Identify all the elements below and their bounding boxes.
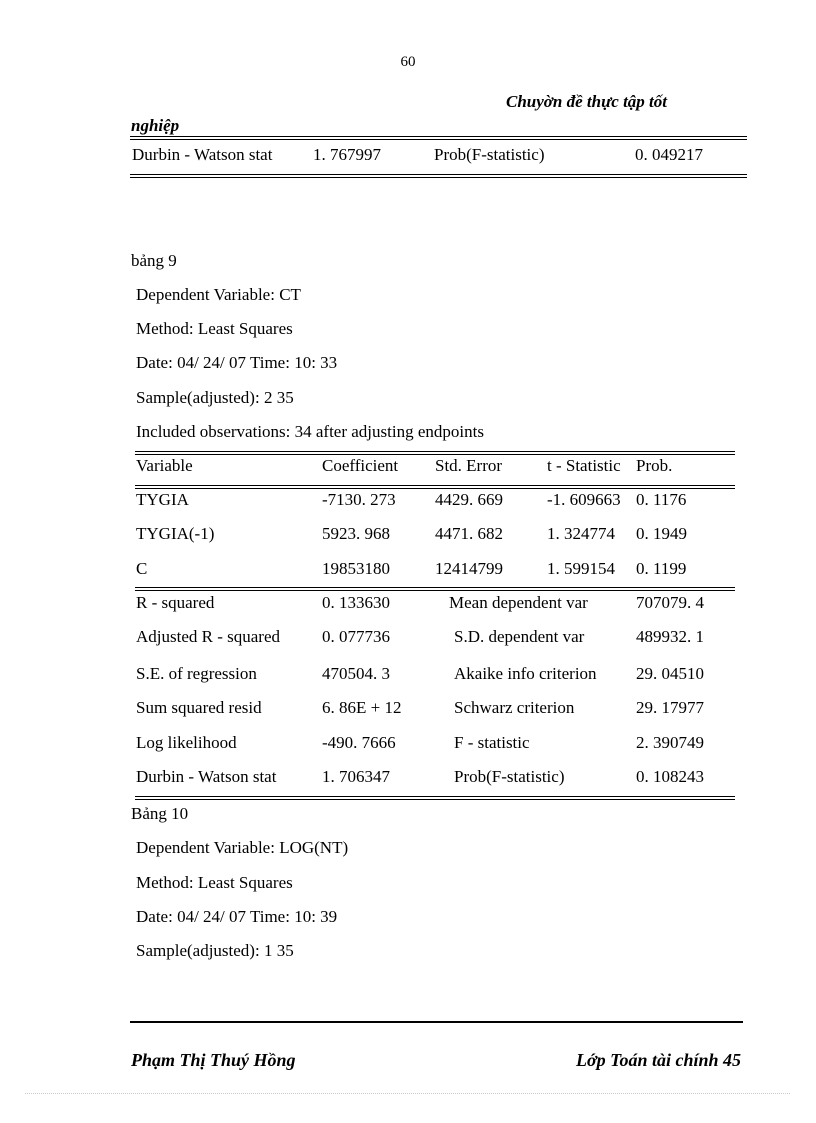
stat-label: Mean dependent var [449,593,588,612]
stat-value: 0. 133630 [322,593,390,612]
prob: 0. 1199 [636,559,687,578]
method: Method: Least Squares [136,873,293,892]
stat-value: 29. 04510 [636,664,704,683]
stat-value: 489932. 1 [636,627,704,646]
table10-caption: Bảng 10 [131,804,189,823]
footer-class: Lớp Toán tài chính 45 [575,1050,741,1070]
table9-header-rule [135,485,735,489]
table9-header-row [0,456,816,480]
stat-value: -490. 7666 [322,733,396,752]
stat-label: Adjusted R - squared [136,627,281,646]
coefficient: 5923. 968 [322,524,390,543]
stats-row [0,733,816,757]
coefficient: 19853180 [322,559,390,578]
stat-label: Prob(F-statistic) [434,145,545,164]
std-error: 12414799 [435,559,503,578]
variable-name: TYGIA(-1) [136,524,215,543]
stat-label: S.D. dependent var [454,627,585,646]
top-table-bottom-rule [130,174,747,178]
stat-value: 0. 049217 [635,145,703,164]
stats-row [0,627,816,651]
dependent-variable: Dependent Variable: CT [136,285,301,304]
column-header: Variable [136,456,193,475]
coefficient: -7130. 273 [322,490,396,509]
stat-label: R - squared [136,593,215,612]
table-row [0,559,816,583]
dependent-variable: Dependent Variable: LOG(NT) [136,838,349,857]
table9-caption: bảng 9 [131,251,177,270]
footer-author: Phạm Thị Thuý Hồng [131,1050,296,1070]
stat-label: Schwarz criterion [454,698,575,717]
prob: 0. 1949 [636,524,687,543]
stats-row [0,698,816,722]
stat-value: 2. 390749 [636,733,704,752]
stat-value: 1. 767997 [313,145,381,164]
header-title-cont: nghiệp [131,116,180,135]
table9-bottom-rule [135,796,735,800]
column-header: Prob. [636,456,673,475]
table9-top-rule [135,451,735,455]
stats-row [0,767,816,791]
stat-value: 0. 077736 [322,627,390,646]
stat-label: Prob(F-statistic) [454,767,565,786]
stat-label: F - statistic [454,733,530,752]
date-time: Date: 04/ 24/ 07 Time: 10: 39 [136,907,338,926]
stat-label: Log likelihood [136,733,237,752]
stats-row [0,664,816,688]
t-statistic: 1. 324774 [547,524,615,543]
page-edge-divider [25,1093,790,1094]
column-header: t - Statistic [547,456,621,475]
stats-row [0,593,816,617]
std-error: 4429. 669 [435,490,503,509]
stat-value: 1. 706347 [322,767,390,786]
sample: Sample(adjusted): 1 35 [136,941,294,960]
variable-name: TYGIA [136,490,189,509]
sample: Sample(adjusted): 2 35 [136,388,294,407]
stat-label: Durbin - Watson stat [132,145,273,164]
page-number: 60 [400,54,416,70]
observations: Included observations: 34 after adjusting endpoints [136,422,484,441]
stat-value: 470504. 3 [322,664,390,683]
stat-label: Akaike info criterion [454,664,597,683]
header-rule [130,136,747,140]
column-header: Std. Error [435,456,503,475]
stat-label: Durbin - Watson stat [136,767,277,786]
column-header: Coefficient [322,456,399,475]
table9-stats-rule [135,587,735,591]
table-row [0,490,816,514]
stat-value: 29. 17977 [636,698,704,717]
variable-name: C [136,559,148,578]
stat-label: Sum squared resid [136,698,262,717]
stat-value: 707079. 4 [636,593,704,612]
table-row [0,524,816,548]
header-title: Chuyờn đề thực tập tốt [506,92,667,111]
stat-value: 0. 108243 [636,767,704,786]
top-stat-row [0,145,816,169]
footer-rule [130,1021,743,1023]
std-error: 4471. 682 [435,524,503,543]
t-statistic: 1. 599154 [547,559,615,578]
date-time: Date: 04/ 24/ 07 Time: 10: 33 [136,353,338,372]
t-statistic: -1. 609663 [547,490,621,509]
method: Method: Least Squares [136,319,293,338]
stat-label: S.E. of regression [136,664,257,683]
stat-value: 6. 86E + 12 [322,698,402,717]
prob: 0. 1176 [636,490,687,509]
